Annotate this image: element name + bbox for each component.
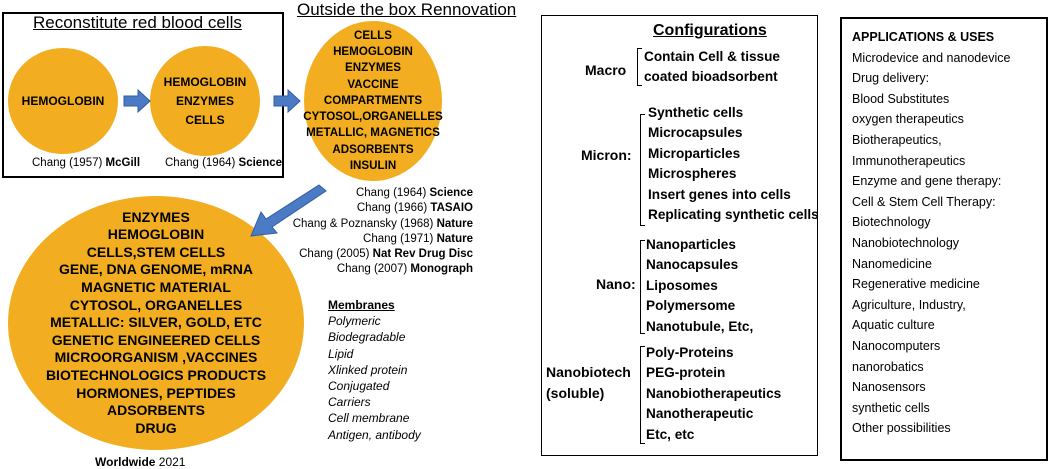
application-item: Biotechnology xyxy=(852,215,931,230)
config-item: Contain Cell & tissue xyxy=(644,49,780,64)
config-item: coated bioadsorbent xyxy=(644,69,778,85)
application-item: Agriculture, Industry, xyxy=(852,297,966,312)
config-item: Polymersome xyxy=(646,298,736,314)
circle-text: HORMONES, PEPTIDES xyxy=(76,384,236,401)
circle-text: CYTOSOL, ORGANELLES xyxy=(69,296,243,313)
references-list xyxy=(293,186,473,278)
config-list-nano xyxy=(646,235,753,337)
config-item: Replicating synthetic cells xyxy=(648,207,819,223)
application-item: Immunotherapeutics xyxy=(852,153,966,168)
reference-venue: Nat Rev Drug Disc xyxy=(372,248,473,261)
application-item: Cell & Stem Cell Therapy: xyxy=(852,194,996,209)
application-item: synthetic cells xyxy=(852,400,930,415)
application-item: Other possibilities xyxy=(852,421,951,436)
application-item: Biotherapeutics, xyxy=(852,132,942,147)
config-item: Nanotubule, Etc, xyxy=(646,318,754,334)
circle-text: COMPARTMENTS xyxy=(323,93,423,107)
worldwide-label: Worldwide 2021 xyxy=(95,455,186,469)
config-item: Poly-Proteins xyxy=(646,345,734,360)
circle-text: GENETIC ENGINEERED CELLS xyxy=(51,331,261,348)
circle-text: ADSORBENTS xyxy=(106,402,205,419)
circle-text: METALLIC: SILVER, GOLD, ETC xyxy=(50,314,262,331)
config-label-micron xyxy=(581,147,632,163)
reference-venue: TASAIO xyxy=(430,202,473,215)
reference-item xyxy=(293,247,473,262)
config-list-micron xyxy=(648,103,819,225)
config-item: Nanobiotherapeutics xyxy=(646,385,782,401)
reference-venue: Nature xyxy=(436,232,473,245)
reference-venue: Science xyxy=(429,187,473,199)
application-item: Microdevice and nanodevice xyxy=(852,50,1011,65)
config-item: PEG-protein xyxy=(646,365,726,381)
brace-micron xyxy=(640,114,645,226)
membrane-item: Biodegradable xyxy=(328,330,406,345)
circle-text: BIOTECHNOLOGICS PRODUCTS xyxy=(45,366,267,383)
reference-item xyxy=(293,201,473,216)
circle-text: CELLS xyxy=(353,28,392,42)
reference-author: Chang (1964) xyxy=(355,187,430,199)
config-list-macro xyxy=(644,47,780,88)
config-item: Microspheres xyxy=(648,166,737,182)
application-item: nanorobatics xyxy=(852,359,924,374)
arrow-right-icon-2 xyxy=(274,90,300,112)
ref-1957: Chang (1957) McGill xyxy=(32,157,141,169)
config-group-label: Nano: xyxy=(596,276,636,292)
reference-item xyxy=(293,217,473,232)
circle-text: ADSORBENTS xyxy=(332,142,414,156)
circle-text: CELLS,STEM CELLS xyxy=(86,243,226,260)
membrane-item: Carriers xyxy=(328,395,371,410)
configurations-title: Configurations xyxy=(653,22,767,39)
reference-author: Chang (2007) xyxy=(336,263,411,276)
circle-text: MICROORGANISM ,VACCINES xyxy=(54,349,258,366)
circle-text: METALLIC, MAGNETICS xyxy=(306,126,440,140)
reference-venue: Monograph xyxy=(410,263,473,276)
application-item: Aquatic culture xyxy=(852,318,935,333)
circle-text: HEMOGLOBIN xyxy=(21,94,105,108)
circle-text: ENZYMES xyxy=(175,93,234,108)
config-item: Microcapsules xyxy=(648,125,743,141)
config-item: Etc, etc xyxy=(646,426,695,442)
brace-nano xyxy=(640,240,645,334)
circle-text: VACCINE xyxy=(347,77,399,91)
circle-text: CELLS xyxy=(185,112,225,127)
outside-title: Outside the box Rennovation xyxy=(297,0,517,19)
config-item: Nanotherapeutic xyxy=(646,406,754,422)
circle-text: CYTOSOL,ORGANELLES xyxy=(303,110,443,124)
circle-text: ENZYMES xyxy=(344,61,402,75)
application-item: Enzyme and gene therapy: xyxy=(852,174,1002,189)
config-label-nanobiotech xyxy=(546,362,631,404)
reference-item xyxy=(293,262,473,277)
reconstitute-title: Reconstitute red blood cells xyxy=(33,13,242,32)
membranes-list xyxy=(328,297,421,443)
reference-author: Chang (1971) xyxy=(363,232,437,245)
application-item: Nanobiotechnology xyxy=(852,235,960,250)
circle-text: INSULIN xyxy=(349,159,397,173)
config-item: Synthetic cells xyxy=(648,105,744,120)
application-item: oxygen therapeutics xyxy=(852,112,964,127)
brace-macro xyxy=(637,48,642,86)
arrow-right-icon-1 xyxy=(124,90,150,112)
membrane-item: Xlinked protein xyxy=(328,362,408,377)
config-item: Nanoparticles xyxy=(646,237,736,252)
circle-text: DRUG xyxy=(135,419,177,436)
application-item: Drug delivery: xyxy=(852,71,930,86)
application-item: Blood Substitutes xyxy=(852,91,950,106)
membrane-item: Lipid xyxy=(328,346,354,361)
membrane-item: Polymeric xyxy=(328,314,381,329)
circle-text: HEMOGLOBIN xyxy=(163,74,247,89)
reference-author: Chang (2005) xyxy=(299,248,373,261)
circle-text: HEMOGLOBIN xyxy=(333,44,413,58)
reference-author: Chang & Poznansky (1968) xyxy=(292,217,437,230)
circle-text: GENE, DNA GENOME, mRNA xyxy=(59,261,253,278)
config-label-macro xyxy=(585,62,626,78)
config-group-label-sub: (soluble) xyxy=(546,385,605,401)
applications-list xyxy=(852,27,1010,439)
config-item: Microparticles xyxy=(648,145,741,161)
reference-venue: Nature xyxy=(436,217,473,230)
config-item: Nanocapsules xyxy=(646,257,739,273)
application-item: Nanomedicine xyxy=(852,256,932,271)
circle-text: MAGNETIC MATERIAL xyxy=(81,279,231,296)
membrane-item: Antigen, antibody xyxy=(328,427,421,442)
config-group-label: Nanobiotech xyxy=(546,364,631,380)
application-item: Regenerative medicine xyxy=(852,277,980,292)
config-group-label: Micron: xyxy=(581,147,632,163)
application-item: Nanosensors xyxy=(852,380,926,395)
circle-text: ENZYMES xyxy=(122,208,190,225)
circle-text: HEMOGLOBIN xyxy=(107,226,205,243)
config-label-nano xyxy=(596,276,636,292)
applications-title: APPLICATIONS & USES xyxy=(852,30,995,44)
membranes-title: Membranes xyxy=(328,298,395,312)
reference-item xyxy=(293,232,473,247)
ref-1964: Chang (1964) Science xyxy=(165,157,283,169)
config-group-label: Macro xyxy=(585,62,627,78)
application-item: Nanocomputers xyxy=(852,338,941,353)
config-item: Liposomes xyxy=(646,277,718,293)
reference-author: Chang (1966) xyxy=(356,202,431,215)
membrane-item: Conjugated xyxy=(328,379,390,394)
membrane-item: Cell membrane xyxy=(328,411,410,426)
reference-item xyxy=(293,186,473,201)
config-item: Insert genes into cells xyxy=(648,186,791,202)
brace-nanobiotech xyxy=(640,346,645,444)
config-list-nanobiotech xyxy=(646,343,781,445)
